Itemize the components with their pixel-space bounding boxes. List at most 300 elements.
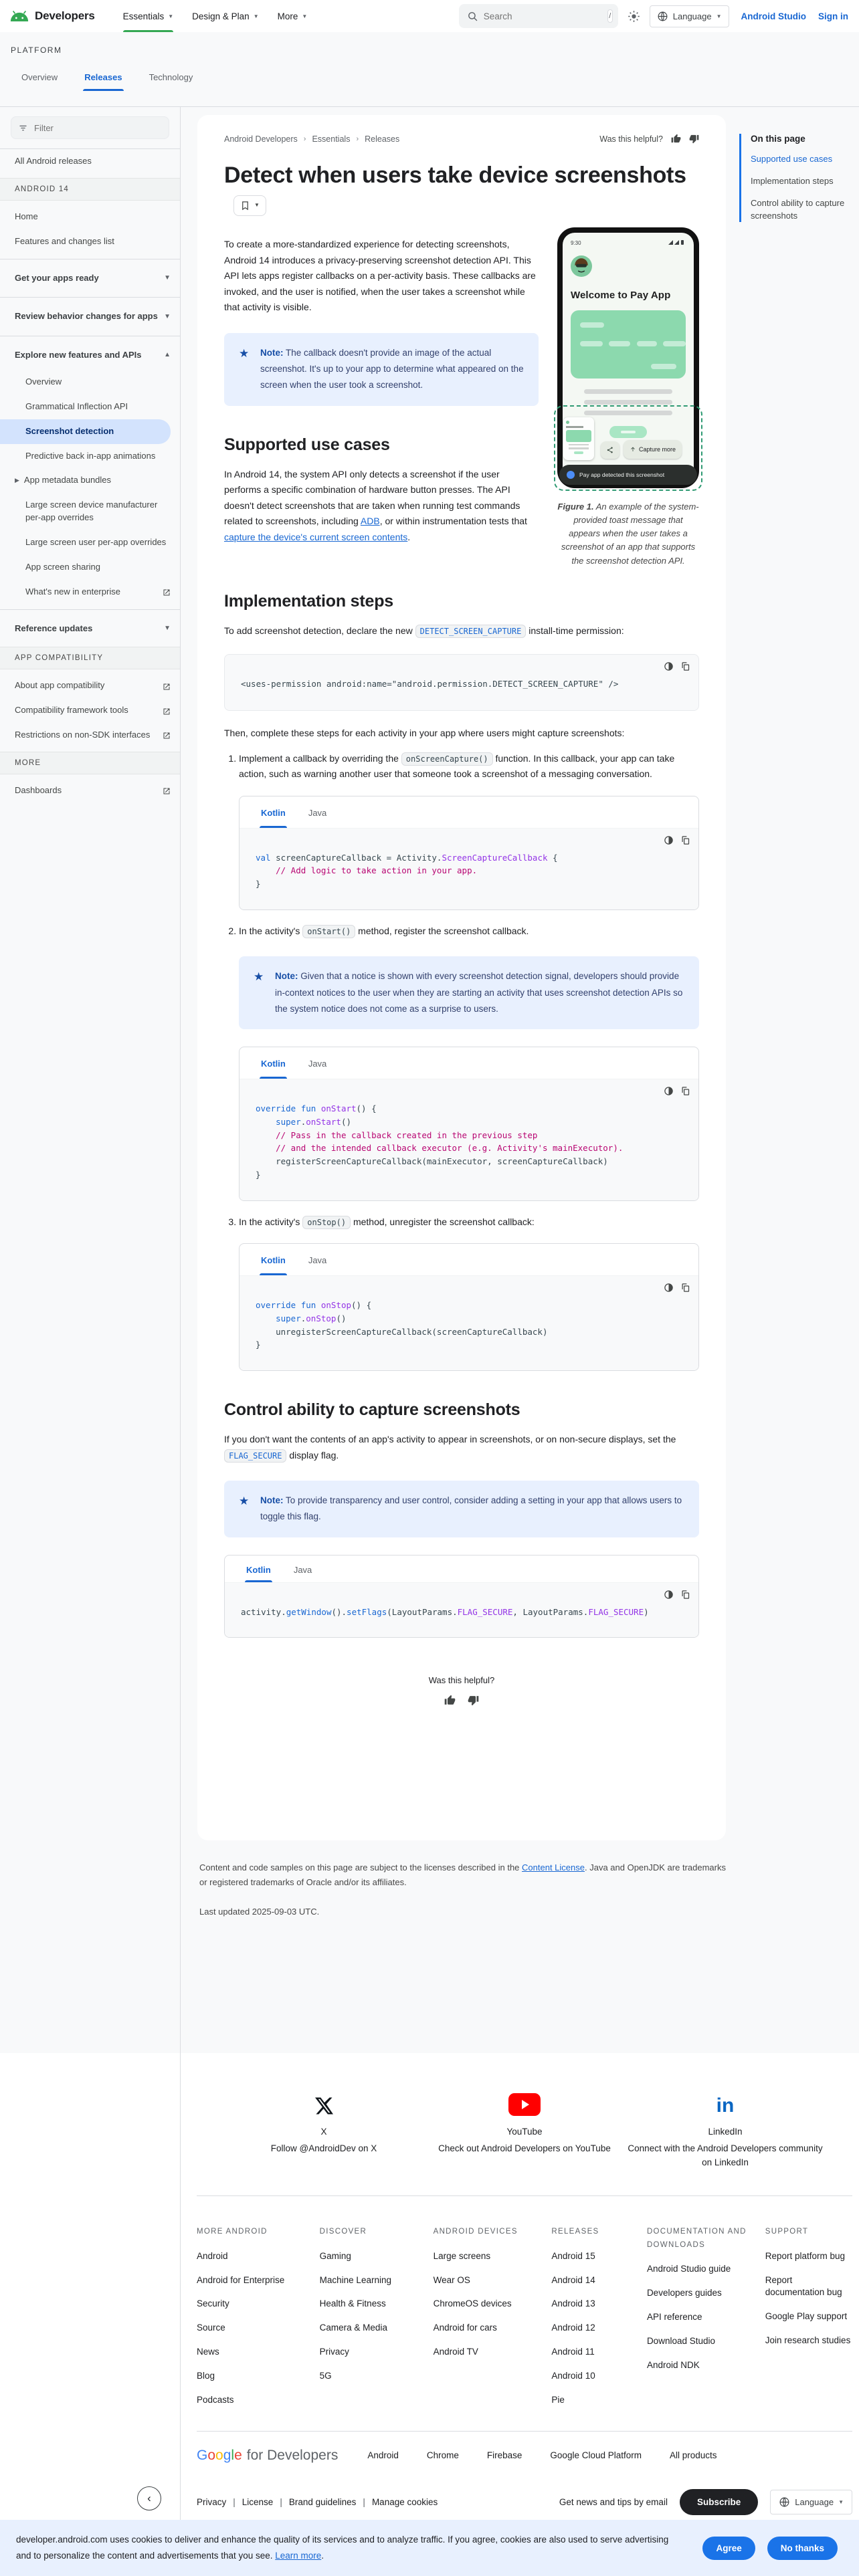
intro-paragraph: To create a more-standardized experience for detecting screenshots, Android 14 introduces a privacy-preserving screenshot detection API. This API lets apps register callbacks on a per-activity basis. These callbacks are invoked, and the user is notified, when the user takes a screenshot while that activity is visible. <box>224 239 536 313</box>
sidebar-item-grammatical-inflection-api[interactable] <box>0 395 180 419</box>
sidebar-divider <box>0 297 180 298</box>
feedback-question: Was this helpful? <box>428 1675 495 1686</box>
toc-column <box>739 107 859 2053</box>
nav-item-label: Essentials <box>122 11 165 21</box>
nav-item-label: More <box>277 11 298 21</box>
chevron-up-icon[interactable]: ▲ <box>164 351 171 359</box>
footer-link-join-research-studies[interactable]: Join research studies <box>765 2335 851 2346</box>
toc-item-supported-use-cases[interactable]: Supported use cases <box>751 154 833 164</box>
brand-link-firebase[interactable]: Firebase <box>486 2450 522 2461</box>
code-theme-toggle-icon[interactable] <box>664 1590 674 1600</box>
inline-link-flag-secure[interactable]: FLAG_SECURE <box>224 1449 286 1463</box>
section-heading-control-ability: Control ability to capture screenshots <box>224 1400 520 1420</box>
tab-kotlin[interactable]: Kotlin <box>252 1244 295 1275</box>
sidebar-item-app-metadata-bundles[interactable] <box>0 468 180 493</box>
inline-link-learn-more[interactable]: Learn more <box>275 2551 322 2561</box>
linkedin-icon: in <box>716 2095 735 2117</box>
code-block-permission <box>224 654 699 712</box>
brand-link-google-cloud-platform[interactable]: Google Cloud Platform <box>550 2450 642 2461</box>
breadcrumb-android-developers[interactable]: Android Developers <box>224 134 298 144</box>
collapse-sidebar-button[interactable]: ‹ <box>137 2486 161 2510</box>
footer-main <box>181 2053 859 2534</box>
brand-link-chrome[interactable]: Chrome <box>426 2450 459 2461</box>
footer-column-header: RELEASES <box>551 2228 599 2236</box>
footer-link-download-studio[interactable]: Download Studio <box>646 2335 716 2346</box>
figure-1 <box>557 227 699 568</box>
social-title: LinkedIn <box>708 2127 743 2137</box>
footer-link-podcasts[interactable]: Podcasts <box>197 2395 234 2405</box>
code-language-tabs <box>240 796 698 829</box>
legal-link-license[interactable]: License <box>242 2496 274 2507</box>
sidebar-filter[interactable] <box>11 116 169 139</box>
toast-text: Pay app detected this screenshot <box>579 471 665 479</box>
search-box[interactable] <box>459 4 618 28</box>
sidebar-item-label: Explore new features and APIs <box>15 350 142 360</box>
code-actions <box>664 835 690 845</box>
section-heading-implementation-steps: Implementation steps <box>224 592 393 611</box>
sidebar-section-more: MORE <box>0 752 180 774</box>
code-language-tabs <box>240 1244 698 1276</box>
footer-link-privacy[interactable]: Privacy <box>319 2347 349 2357</box>
chevron-down-icon: ▼ <box>168 13 174 19</box>
code-card-2 <box>239 1047 699 1200</box>
android-developers-logo[interactable] <box>9 9 95 23</box>
sidebar-item-predictive-back-in-app-animations[interactable] <box>0 444 180 469</box>
toc-item-control-ability-to-capture-screenshots[interactable]: Control ability to capture screenshots <box>751 197 845 221</box>
code-line: unregisterScreenCaptureCallback(screenCaptureCallback) <box>256 1326 548 1337</box>
footer-link-camera-media[interactable]: Camera & Media <box>319 2323 387 2333</box>
footer-link-gaming[interactable]: Gaming <box>319 2250 351 2261</box>
sidebar-item-label: What's new in enterprise <box>25 586 120 597</box>
tab-java[interactable]: Java <box>308 807 327 818</box>
search-input[interactable] <box>484 11 602 21</box>
sidebar-item-label: Dashboards <box>15 784 62 795</box>
sidebar-item-app-screen-sharing[interactable] <box>0 555 180 580</box>
tab-kotlin[interactable]: Kotlin <box>237 1555 280 1582</box>
article-card <box>197 115 726 1840</box>
filter-input[interactable] <box>34 123 162 133</box>
footer-link-5g[interactable]: 5G <box>319 2371 332 2381</box>
footer-link-android-14[interactable]: Android 14 <box>551 2274 595 2285</box>
social-x[interactable] <box>223 2085 424 2170</box>
copy-icon[interactable] <box>680 835 690 845</box>
sidebar-item-what-s-new-in-enterprise[interactable] <box>0 580 180 605</box>
footer-link-health-fitness[interactable]: Health & Fitness <box>319 2298 386 2309</box>
copy-icon[interactable] <box>680 1086 690 1096</box>
footer-link-android-for-cars[interactable]: Android for cars <box>433 2323 497 2333</box>
code-line: } <box>256 879 261 889</box>
footer-link-android-for-enterprise[interactable]: Android for Enterprise <box>197 2274 285 2285</box>
footer <box>0 2053 859 2534</box>
tab-java[interactable]: Java <box>308 1255 327 1266</box>
copy-icon[interactable] <box>680 661 690 671</box>
inline-link-capture-the-device-s-current-screen-contents[interactable]: capture the device's current screen contents <box>224 531 408 542</box>
sidebar-item-restrictions-on-non-sdk-interfaces[interactable] <box>0 723 180 748</box>
feedback-section <box>224 1675 699 1706</box>
card-pill <box>651 364 676 369</box>
inline-link-detect-screen-capture[interactable]: DETECT_SCREEN_CAPTURE <box>415 625 527 638</box>
breadcrumb-separator: › <box>303 134 306 143</box>
expander-icon[interactable]: ▶ <box>15 477 19 484</box>
sidebar-item-features-and-changes-list[interactable] <box>0 229 180 254</box>
tab-overview[interactable]: Overview <box>21 72 58 82</box>
external-link-icon <box>163 708 171 716</box>
breadcrumb-separator: › <box>356 134 359 143</box>
code-body <box>240 1079 698 1200</box>
code-actions <box>664 1086 690 1096</box>
footer-link-api-reference[interactable]: API reference <box>646 2312 702 2322</box>
code-theme-toggle-icon[interactable] <box>664 1283 674 1293</box>
content-column <box>181 107 739 2053</box>
google-wordmark: Google <box>197 2447 242 2463</box>
footer-link-android-11[interactable]: Android 11 <box>551 2347 595 2357</box>
code-line: registerScreenCaptureCallback(mainExecutor, screenCaptureCallback) <box>256 1156 608 1167</box>
sidebar-item-explore-new-features-and-apis[interactable] <box>0 341 180 370</box>
sidebar-item-label: Predictive back in-app animations <box>25 450 156 461</box>
sidebar-item-all-android-releases[interactable] <box>0 149 180 174</box>
sidebar-item-label: All Android releases <box>15 156 92 166</box>
android-studio-link[interactable]: Android Studio <box>741 11 806 21</box>
language-label: Language <box>672 11 712 21</box>
footer-link-wear-os[interactable]: Wear OS <box>433 2274 470 2285</box>
footer-legal-right <box>559 2489 852 2515</box>
last-updated: Last updated 2025-09-03 UTC. <box>199 1907 320 1917</box>
phone-status-icons <box>668 239 686 246</box>
slash-shortcut-key: / <box>607 9 613 23</box>
footer-link-google-play-support[interactable]: Google Play support <box>765 2311 848 2322</box>
code-line: // Add logic to take action in your app. <box>276 865 478 876</box>
code-line: activity.getWindow().setFlags(LayoutParams.FLAG_SECURE, LayoutParams.FLAG_SECURE) <box>241 1606 649 1617</box>
sidebar-item-label: App metadata bundles <box>23 475 112 486</box>
code-theme-toggle-icon[interactable] <box>664 661 674 671</box>
footer-column-android-devices <box>434 2216 535 2407</box>
agree-button[interactable]: Agree <box>702 2537 755 2560</box>
sidebar-nav <box>0 149 180 803</box>
sidebar-item-label: Screenshot detection <box>25 425 114 436</box>
tab-technology[interactable]: Technology <box>149 72 193 82</box>
footer-link-android-15[interactable]: Android 15 <box>551 2250 595 2261</box>
chevron-down-icon: ▼ <box>253 13 259 19</box>
header-nav <box>114 0 317 32</box>
thumb-up-icon[interactable] <box>444 1695 456 1706</box>
external-link-icon <box>163 683 171 691</box>
chevron-down-icon: ▼ <box>716 13 722 19</box>
youtube-icon <box>424 2085 625 2116</box>
steps-intro-paragraph: Then, complete these steps for each activity in your app where users might capture screenshots: <box>224 728 625 739</box>
footer-column-releases <box>551 2216 630 2407</box>
footer-link-report-platform-bug[interactable]: Report platform bug <box>765 2250 846 2261</box>
sidebar-item-reference-updates[interactable] <box>0 615 180 643</box>
note-callout-1: ★ Note: The callback doesn't provide an image of the actual screenshot. It's up to your app to determine what appeared on the screen when the user took a screenshot. <box>224 333 539 406</box>
theme-toggle-icon[interactable] <box>628 10 640 23</box>
sidebar-item-label: About app compatibility <box>15 680 105 691</box>
code-language-tabs <box>225 1555 698 1583</box>
inline-link-content-license[interactable]: Content License <box>522 1862 585 1872</box>
globe-icon <box>657 11 668 22</box>
sidebar-item-label: Reference updates <box>15 623 93 633</box>
tab-kotlin[interactable]: Kotlin <box>252 796 295 828</box>
thumb-down-icon[interactable] <box>468 1695 479 1706</box>
code-line: } <box>256 1339 261 1350</box>
footer-column-more-android <box>197 2216 302 2407</box>
x-icon <box>223 2085 424 2116</box>
footer-link-security[interactable]: Security <box>197 2298 229 2309</box>
social-youtube[interactable] <box>424 2085 625 2170</box>
helpful-label: Was this helpful? <box>599 134 663 144</box>
code-line: override fun onStart() { <box>256 1103 377 1114</box>
cookie-text: developer.android.com uses cookies to deliver and enhance the quality of its services and to analyze traffic. If you agree, cookies are also used to serve advertising and to personalize the content and advertisements that you see. Learn more. <box>16 2535 669 2561</box>
legal-link-privacy[interactable]: Privacy <box>197 2496 227 2507</box>
footer-link-android-tv[interactable]: Android TV <box>433 2347 478 2357</box>
footer-column-header: DOCUMENTATION AND DOWNLOADS <box>646 2228 747 2249</box>
sidebar-item-label: Overview <box>25 377 62 387</box>
toc-title: On this page <box>751 134 805 144</box>
footer-brand-links <box>367 2450 717 2460</box>
sidebar-item-review-behavior-changes-for-apps[interactable] <box>0 302 180 331</box>
footer-link-android-10[interactable]: Android 10 <box>551 2371 595 2381</box>
figure-caption: Figure 1. An example of the system-provided toast message that appears when the user takes a screenshot of an app that supports the screenshot detection API. <box>557 502 699 566</box>
license-text: Content and code samples on this page are subject to the licenses described in the Content License. Java and OpenJDK are trademarks or registered trademarks of Oracle and/or its affiliates. <box>199 1862 726 1888</box>
social-linkedin[interactable] <box>625 2085 826 2170</box>
tab-java[interactable]: Java <box>308 1059 327 1069</box>
sidebar-item-label: Compatibility framework tools <box>15 705 128 716</box>
footer-legal-links <box>197 2497 438 2507</box>
code-actions <box>664 1590 690 1600</box>
sidebar-item-compatibility-framework-tools[interactable] <box>0 698 180 723</box>
toc-items <box>751 153 851 222</box>
code-line: <uses-permission android:name="android.permission.DETECT_SCREEN_CAPTURE" /> <box>241 678 619 689</box>
top-bar <box>0 0 859 32</box>
header-actions <box>459 4 848 28</box>
footer-link-android-13[interactable]: Android 13 <box>551 2298 595 2309</box>
code-card-3 <box>239 1243 699 1371</box>
code-theme-toggle-icon[interactable] <box>664 835 674 845</box>
sidebar-item-label: Grammatical Inflection API <box>25 401 128 411</box>
external-link-icon <box>163 732 171 740</box>
sidebar <box>0 107 181 2053</box>
footer-link-developers-guides[interactable]: Developers guides <box>646 2288 722 2298</box>
footer-column-discover <box>320 2216 416 2407</box>
star-icon: ★ <box>239 346 250 360</box>
nav-item-essentials[interactable] <box>114 0 183 32</box>
search-icon <box>467 11 478 22</box>
footer-brand-row <box>197 2432 852 2478</box>
footer-column-header: SUPPORT <box>765 2228 809 2236</box>
legal-separator: | <box>280 2496 282 2507</box>
helpful-top <box>599 134 699 144</box>
code-line: // Pass in the callback created in the previous step <box>276 1130 538 1140</box>
card-pill <box>663 341 686 346</box>
code-line: val screenCaptureCallback = Activity.ScreenCaptureCallback { <box>256 852 558 863</box>
pay-app-welcome-text: Welcome to Pay App <box>571 290 671 302</box>
legal-link-brand-guidelines[interactable]: Brand guidelines <box>288 2496 357 2507</box>
phone-status-bar <box>571 239 686 246</box>
chevron-down-icon: ▼ <box>838 2498 844 2505</box>
sidebar-item-label: Large screen user per-app overrides <box>25 536 167 547</box>
code-line: override fun onStop() { <box>256 1300 372 1311</box>
code-actions <box>664 1283 690 1293</box>
sidebar-section-android-14: ANDROID 14 <box>0 178 180 201</box>
share-icon <box>601 441 619 459</box>
footer-social <box>197 2053 852 2195</box>
footer-link-news[interactable]: News <box>197 2347 219 2357</box>
chevron-down-icon: ▼ <box>302 13 308 19</box>
platform-eyebrow: PLATFORM <box>11 45 62 55</box>
pay-app-card <box>571 310 686 379</box>
card-pill <box>609 341 630 346</box>
legal-separator: | <box>233 2496 235 2507</box>
social-description: Follow @AndroidDev on X <box>270 2143 377 2154</box>
subscribe-button[interactable]: Subscribe <box>680 2489 758 2515</box>
bookmark-button[interactable] <box>233 195 266 216</box>
code-card-1 <box>239 796 699 910</box>
code-body <box>240 1276 698 1370</box>
google-for-developers-logo[interactable]: Google for Developers <box>197 2447 339 2463</box>
footer-link-chromeos-devices[interactable]: ChromeOS devices <box>433 2298 512 2309</box>
card-pill <box>580 341 603 346</box>
copy-icon[interactable] <box>680 1590 690 1600</box>
on-this-page <box>739 134 851 222</box>
copy-icon[interactable] <box>680 1283 690 1293</box>
footer-link-android-12[interactable]: Android 12 <box>551 2323 595 2333</box>
star-icon: ★ <box>254 970 264 984</box>
page-title: Detect when users take device screenshots ▼ <box>224 161 699 219</box>
step-1: 1. Implement a callback by overriding the onScreenCapture() function. In this callback, your app can take action, such as warning another user that someone took a screenshot of a messaging conversation. Kotlin Java val screenCaptureCallback = Activity.ScreenCaptureCallback { // Add logic to take action in your app. } <box>239 751 699 910</box>
footer-link-android-ndk[interactable]: Android NDK <box>646 2359 700 2370</box>
use-cases-paragraph: In Android 14, the system API only detects a screenshot if the user performs a specific combination of hardware button presses. The API doesn't detect screenshots that are taken when running test commands related to screenshots, including ADB, or within instrumentation tests that capture the device's current screen contents. <box>224 468 527 542</box>
card-pill <box>580 322 604 328</box>
screenshot-detected-region <box>554 405 702 491</box>
footer-link-machine-learning[interactable]: Machine Learning <box>319 2274 391 2285</box>
breadcrumb-releases[interactable]: Releases <box>365 134 400 144</box>
code-body <box>240 829 698 909</box>
sidebar-item-screenshot-detection[interactable] <box>0 419 171 444</box>
sidebar-item-label: Large screen device manufacturer per-app overrides <box>25 500 158 523</box>
code-card-4 <box>224 1555 699 1638</box>
filter-icon <box>18 123 28 133</box>
toc-item-implementation-steps[interactable]: Implementation steps <box>751 175 834 186</box>
sidebar-item-label: Features and changes list <box>15 235 114 246</box>
chevron-down-icon[interactable]: ▼ <box>164 624 171 632</box>
chevron-down-icon[interactable]: ▼ <box>164 274 171 282</box>
sidebar-item-label: Restrictions on non-SDK interfaces <box>15 730 151 740</box>
code-line: super.onStart() <box>276 1116 352 1127</box>
footer-language-selector[interactable]: Language ▼ <box>770 2490 852 2514</box>
footer-link-large-screens[interactable]: Large screens <box>433 2250 491 2261</box>
breadcrumb-essentials[interactable]: Essentials <box>312 134 351 144</box>
brand-link-all-products[interactable]: All products <box>670 2450 717 2461</box>
note-callout-2: ★ Note: Given that a notice is shown with every screenshot detection signal, developers should provide in-context notices to the user when they are starting an activity that uses screenshot detection APIs so the system notice does not come as a surprise to users. <box>239 956 699 1029</box>
star-icon: ★ <box>239 1495 250 1508</box>
footer-column-header: MORE ANDROID <box>197 2228 268 2236</box>
legal-separator: | <box>363 2496 365 2507</box>
chevron-down-icon[interactable]: ▼ <box>164 312 171 320</box>
footer-column-support <box>765 2216 852 2407</box>
screenshot-thumbnail <box>563 417 594 460</box>
footer-link-source[interactable]: Source <box>197 2323 225 2333</box>
body-row <box>0 107 859 2053</box>
platform-tabs <box>11 72 859 91</box>
inline-link-adb[interactable]: ADB <box>360 516 380 527</box>
sidebar-divider <box>0 609 180 610</box>
no-thanks-button[interactable]: No thanks <box>767 2537 838 2560</box>
external-link-icon <box>163 787 171 795</box>
social-title: X <box>320 2127 327 2137</box>
breadcrumb-row <box>224 134 699 144</box>
sidebar-item-get-your-apps-ready[interactable] <box>0 264 180 293</box>
control-paragraph: If you don't want the contents of an app's activity to appear in screenshots, or on non-secure displays, set the FLAG_SECURE display flag. <box>224 1432 699 1463</box>
tab-java[interactable]: Java <box>293 1564 312 1575</box>
footer-columns <box>197 2196 852 2431</box>
sidebar-item-about-app-compatibility[interactable] <box>0 673 180 698</box>
assistant-icon <box>567 471 575 479</box>
legal-link-manage-cookies[interactable]: Manage cookies <box>371 2496 438 2507</box>
logo-text: Developers <box>35 9 95 22</box>
footer-column-documentation-and-downloads <box>647 2216 748 2407</box>
chevron-down-icon: ▼ <box>254 202 260 209</box>
avatar <box>571 255 686 280</box>
phone-mockup <box>557 227 699 488</box>
platform-subheader <box>0 32 859 107</box>
sidebar-item-overview[interactable] <box>0 370 180 395</box>
language-selector[interactable] <box>650 5 729 27</box>
tab-kotlin[interactable]: Kotlin <box>252 1047 295 1079</box>
social-description: Connect with the Android Developers community on LinkedIn <box>628 2143 823 2168</box>
sidebar-item-large-screen-device-manufacturer-per-app-overrides[interactable] <box>0 493 180 530</box>
brand-link-android[interactable]: Android <box>367 2450 399 2461</box>
step-3: 3. In the activity's onStop() method, unregister the screenshot callback: Kotlin Java override fun onStop() { super.onStop() unregisterScreenCaptureCallback(screenCaptureCallback) } <box>239 1214 699 1371</box>
breadcrumb <box>224 134 399 144</box>
card-pill <box>637 341 657 346</box>
footer-link-pie[interactable]: Pie <box>551 2395 565 2405</box>
tab-releases[interactable]: Releases <box>74 72 132 91</box>
thumb-up-icon[interactable] <box>671 134 681 144</box>
sidebar-item-label: Home <box>15 211 38 221</box>
sign-in-link[interactable]: Sign in <box>818 11 848 21</box>
sidebar-item-label: Get your apps ready <box>15 272 99 283</box>
code-line: } <box>256 1169 261 1180</box>
footer-column-header: DISCOVER <box>319 2228 367 2236</box>
nav-item-more[interactable] <box>268 0 317 32</box>
social-title: YouTube <box>506 2127 543 2137</box>
implementation-intro-paragraph: To add screenshot detection, declare the new DETECT_SCREEN_CAPTURE install-time permission: <box>224 623 699 639</box>
footer-link-blog[interactable]: Blog <box>197 2371 215 2381</box>
sidebar-item-label: App screen sharing <box>25 561 101 572</box>
code-body <box>225 1583 698 1638</box>
nav-item-design-plan[interactable] <box>183 0 268 32</box>
capture-more-button: Capture more <box>624 440 682 459</box>
code-theme-toggle-icon[interactable] <box>664 1086 674 1096</box>
nav-item-label: Design & Plan <box>192 11 250 21</box>
code-language-tabs <box>240 1047 698 1079</box>
phone-screen <box>563 233 694 483</box>
section-heading-supported-use-cases: Supported use cases <box>224 435 390 454</box>
footer-link-report-documentation-bug[interactable]: Report documentation bug <box>765 2274 842 2298</box>
footer-link-android-studio-guide[interactable]: Android Studio guide <box>646 2264 731 2274</box>
code-actions <box>664 661 690 671</box>
footer-link-android[interactable]: Android <box>197 2250 228 2261</box>
footer-left-rail <box>0 2053 181 2534</box>
globe-icon <box>779 2496 790 2508</box>
sidebar-item-label: Review behavior changes for apps <box>15 311 158 322</box>
implementation-steps-list <box>224 751 699 1371</box>
newsletter-label: Get news and tips by email <box>559 2496 668 2507</box>
sidebar-item-dashboards[interactable] <box>0 778 180 803</box>
sidebar-item-home[interactable] <box>0 205 180 229</box>
thumb-down-icon[interactable] <box>689 134 699 144</box>
sidebar-item-large-screen-user-per-app-overrides[interactable] <box>0 530 180 555</box>
phone-status-time: 9:30 <box>571 239 581 246</box>
